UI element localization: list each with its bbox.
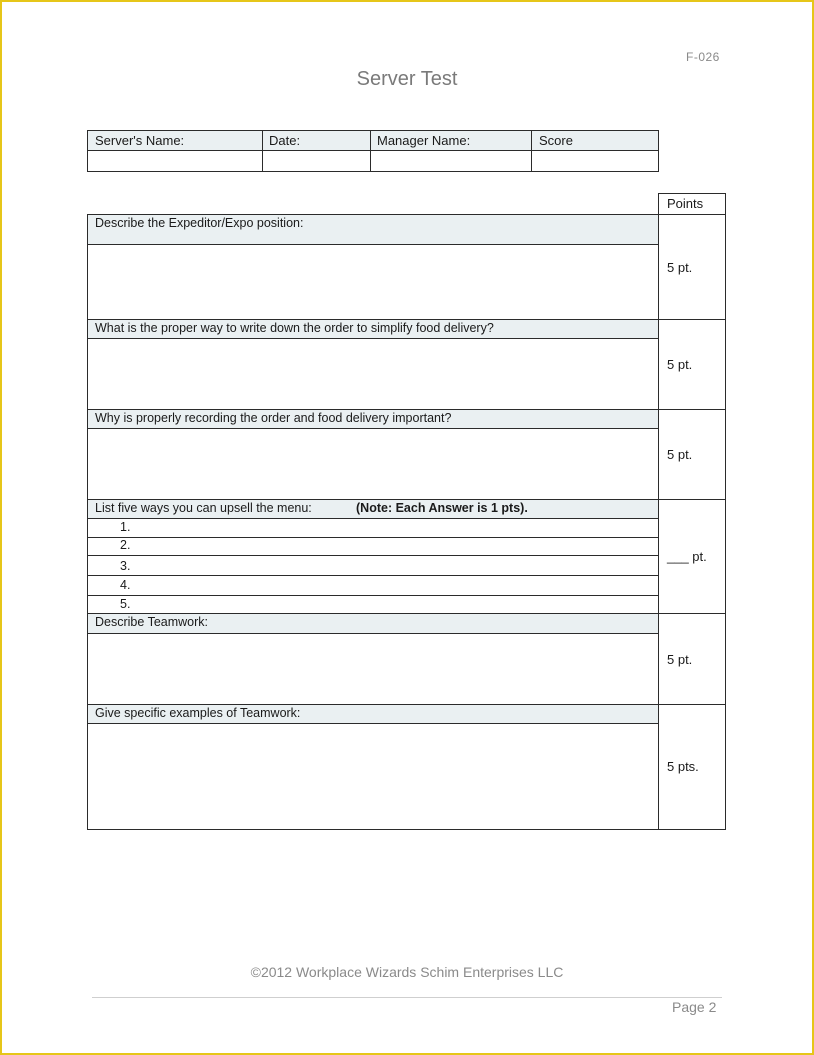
upsell-item-4[interactable]: 4.: [120, 578, 131, 592]
question-4-points: ___ pt.: [667, 549, 707, 564]
server-name-field[interactable]: [88, 151, 262, 171]
question-3-answer-area[interactable]: [88, 429, 658, 499]
question-6-prompt: Give specific examples of Teamwork:: [88, 705, 658, 724]
question-2-points: 5 pt.: [667, 357, 693, 372]
header-info-table: [87, 130, 659, 172]
divider: [659, 499, 725, 500]
footer-divider: [92, 997, 722, 998]
question-4-text: List five ways you can upsell the menu:: [95, 501, 312, 515]
divider: [88, 595, 658, 596]
divider: [88, 555, 658, 556]
date-label: Date:: [269, 133, 301, 148]
upsell-item-3[interactable]: 3.: [120, 559, 131, 573]
question-1-points: 5 pt.: [667, 260, 693, 275]
question-3-prompt: Why is properly recording the order and food delivery important?: [88, 410, 658, 429]
divider: [88, 537, 658, 538]
upsell-item-5[interactable]: 5.: [120, 597, 131, 611]
page-number: Page 2: [672, 999, 717, 1015]
manager-name-field[interactable]: [371, 151, 531, 171]
divider: [659, 613, 725, 614]
divider: [659, 409, 725, 410]
question-5-prompt: Describe Teamwork:: [88, 614, 658, 634]
questions-column: [87, 214, 659, 830]
question-1-prompt: Describe the Expeditor/Expo position:: [88, 215, 658, 245]
score-label: Score: [539, 133, 573, 148]
upsell-item-1[interactable]: 1.: [120, 520, 131, 534]
points-column: [658, 214, 726, 830]
question-2-answer-area[interactable]: [88, 339, 658, 409]
form-code: F-026: [686, 50, 720, 64]
date-field[interactable]: [263, 151, 370, 171]
question-4-note: (Note: Each Answer is 1 pts).: [356, 501, 528, 515]
server-name-label: Server's Name:: [95, 133, 185, 148]
copyright-footer: ©2012 Workplace Wizards Schim Enterprises LLC: [250, 964, 564, 980]
score-field[interactable]: [532, 151, 658, 171]
question-2-prompt: What is the proper way to write down the order to simplify food delivery?: [88, 320, 658, 339]
divider: [659, 704, 725, 705]
question-6-points: 5 pts.: [667, 759, 699, 774]
question-1-answer-area[interactable]: [88, 245, 658, 319]
divider: [88, 575, 658, 576]
points-header: Points: [658, 193, 726, 215]
page-title: Server Test: [356, 68, 458, 90]
question-4-prompt: [88, 500, 658, 519]
manager-name-label: Manager Name:: [377, 133, 471, 148]
question-3-points: 5 pt.: [667, 447, 693, 462]
question-6-answer-area[interactable]: [88, 724, 658, 829]
divider: [659, 319, 725, 320]
question-5-points: 5 pt.: [667, 652, 693, 667]
question-5-answer-area[interactable]: [88, 634, 658, 704]
upsell-item-2[interactable]: 2.: [120, 538, 131, 552]
